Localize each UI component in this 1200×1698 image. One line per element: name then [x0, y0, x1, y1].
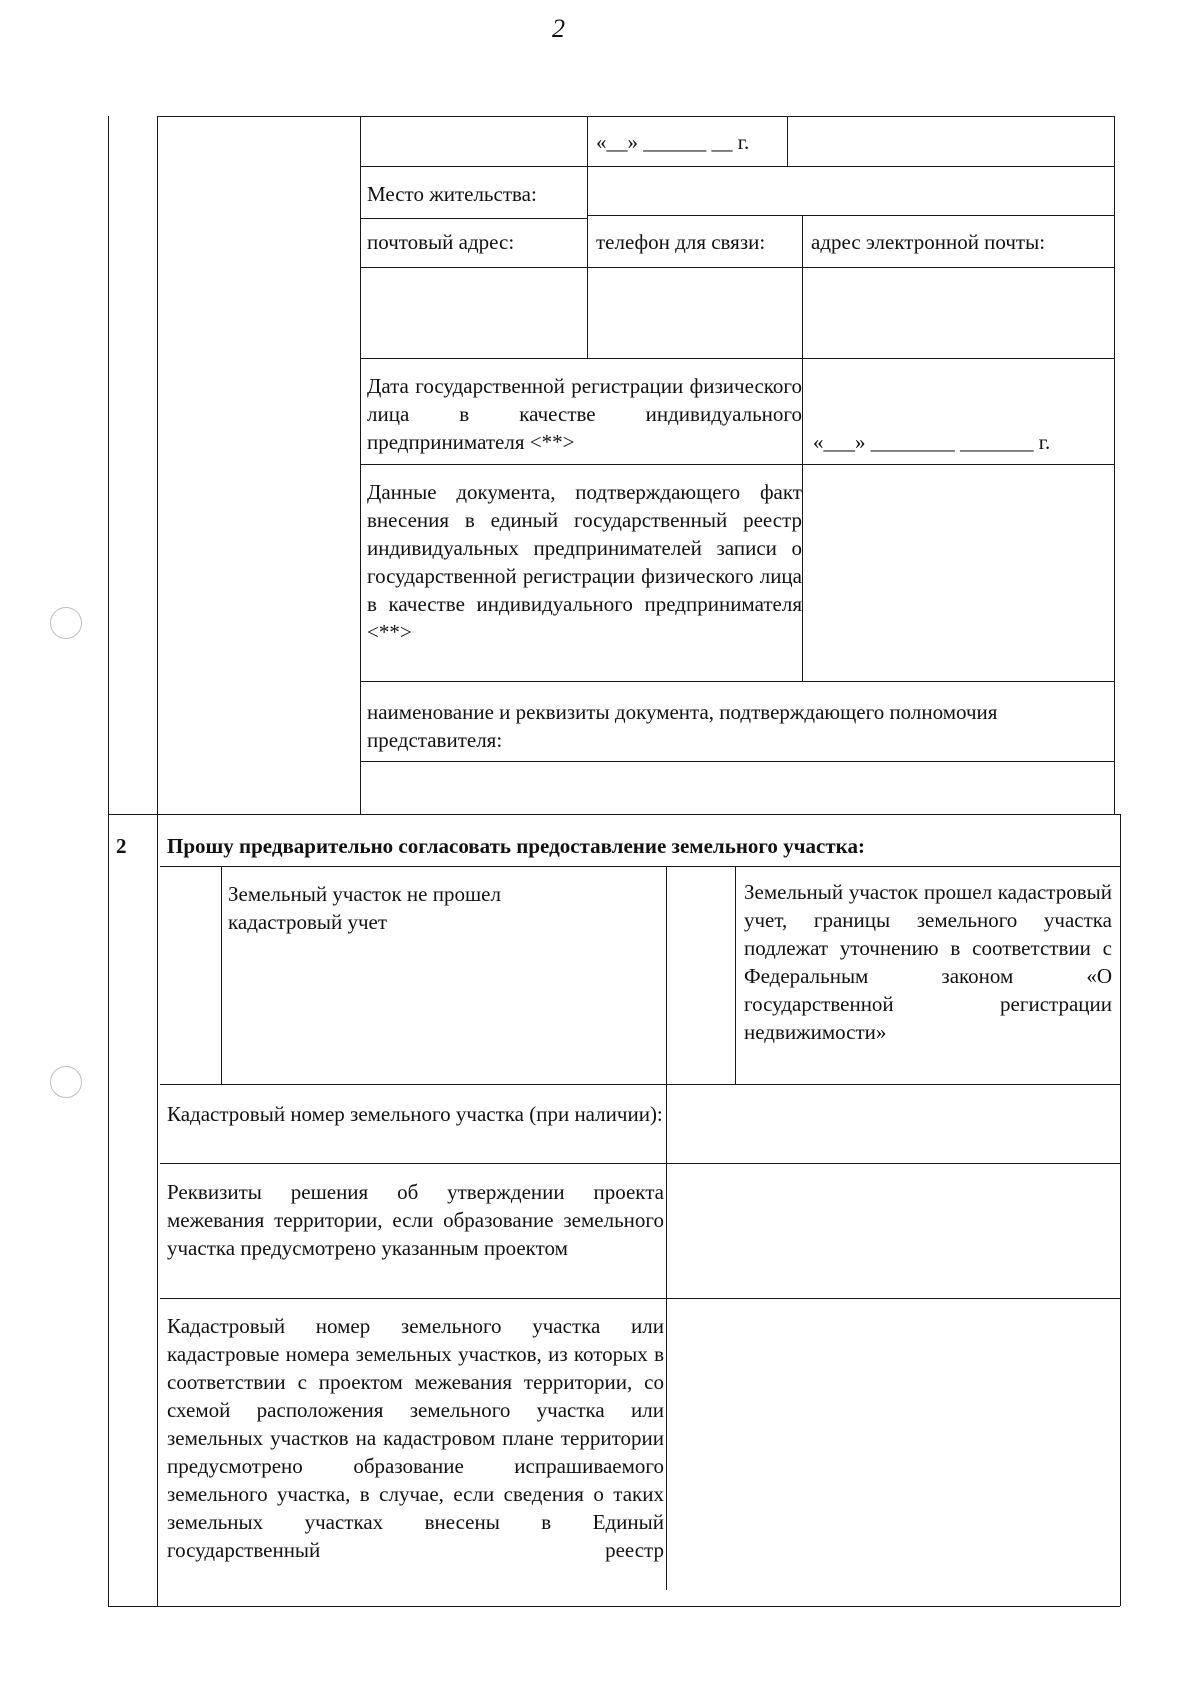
birth-date-extra-field[interactable] — [789, 118, 1113, 165]
egrip-document-label: Данные документа, подтверждающего факт внесения в единый государственный реестр индивидуальных предпринимателей записи о государственной регистрации физического лица в качестве индивидуального предпринимателя <**> — [367, 480, 802, 644]
punch-hole-upper — [50, 607, 82, 639]
phone-field[interactable] — [589, 269, 801, 357]
section-number: 2 — [116, 834, 127, 858]
option-registered-label: Земельный участок прошел кадастровый учет, границы земельного участка подлежат уточнению в соответствии с Федеральным законом «О государственной регистрации недвижимости» — [744, 880, 1112, 1044]
residence-label: Место жительства: — [367, 182, 537, 206]
checkbox-registered[interactable] — [668, 868, 734, 1083]
egrip-document-field[interactable] — [804, 466, 1113, 680]
cadastral-number-field[interactable] — [668, 1086, 1118, 1162]
phone-label: телефон для связи: — [596, 230, 766, 254]
source-plots-field[interactable] — [668, 1300, 1118, 1605]
option-not-registered-label: Земельный участок не прошел кадастровый учет — [228, 882, 501, 934]
email-label: адрес электронной почты: — [811, 230, 1046, 254]
source-plots-label: Кадастровый номер земельного участка или кадастровые номера земельных участков, из которых в соответствии с проектом межевания территории, со схемой расположения земельного участка или земельных участков на кадастровом плане территории предусмотрено образование испрашиваемого земельного участка, в случае, если сведения о таких земельных участках внесены в Единый государственный реестр — [167, 1314, 664, 1562]
checkbox-not-registered[interactable] — [162, 868, 220, 1083]
birth-date-value: «__» ______ __ г. — [596, 130, 750, 154]
punch-hole-lower — [50, 1066, 82, 1098]
residence-field[interactable] — [589, 168, 1113, 214]
section-header: Прошу предварительно согласовать предоставление земельного участка: — [167, 834, 865, 858]
survey-project-field[interactable] — [668, 1165, 1118, 1297]
cadastral-number-label: Кадастровый номер земельного участка (при наличии): — [167, 1102, 663, 1126]
postal-address-label: почтовый адрес: — [367, 230, 515, 254]
email-field[interactable] — [804, 269, 1113, 357]
representative-document-label: наименование и реквизиты документа, подтверждающего полномочия представителя: — [367, 700, 998, 752]
survey-project-label: Реквизиты решения об утверждении проекта межевания территории, если образование земельного участка предусмотрено указанным проектом — [167, 1180, 664, 1260]
postal-address-field[interactable] — [362, 269, 586, 357]
ip-registration-date-label: Дата государственной регистрации физического лица в качестве индивидуального предпринимателя <**> — [367, 374, 802, 454]
page-number: 2 — [552, 14, 565, 43]
ip-registration-date-value: «___» ________ _______ г. — [813, 430, 1051, 454]
representative-document-field[interactable] — [362, 763, 1113, 813]
